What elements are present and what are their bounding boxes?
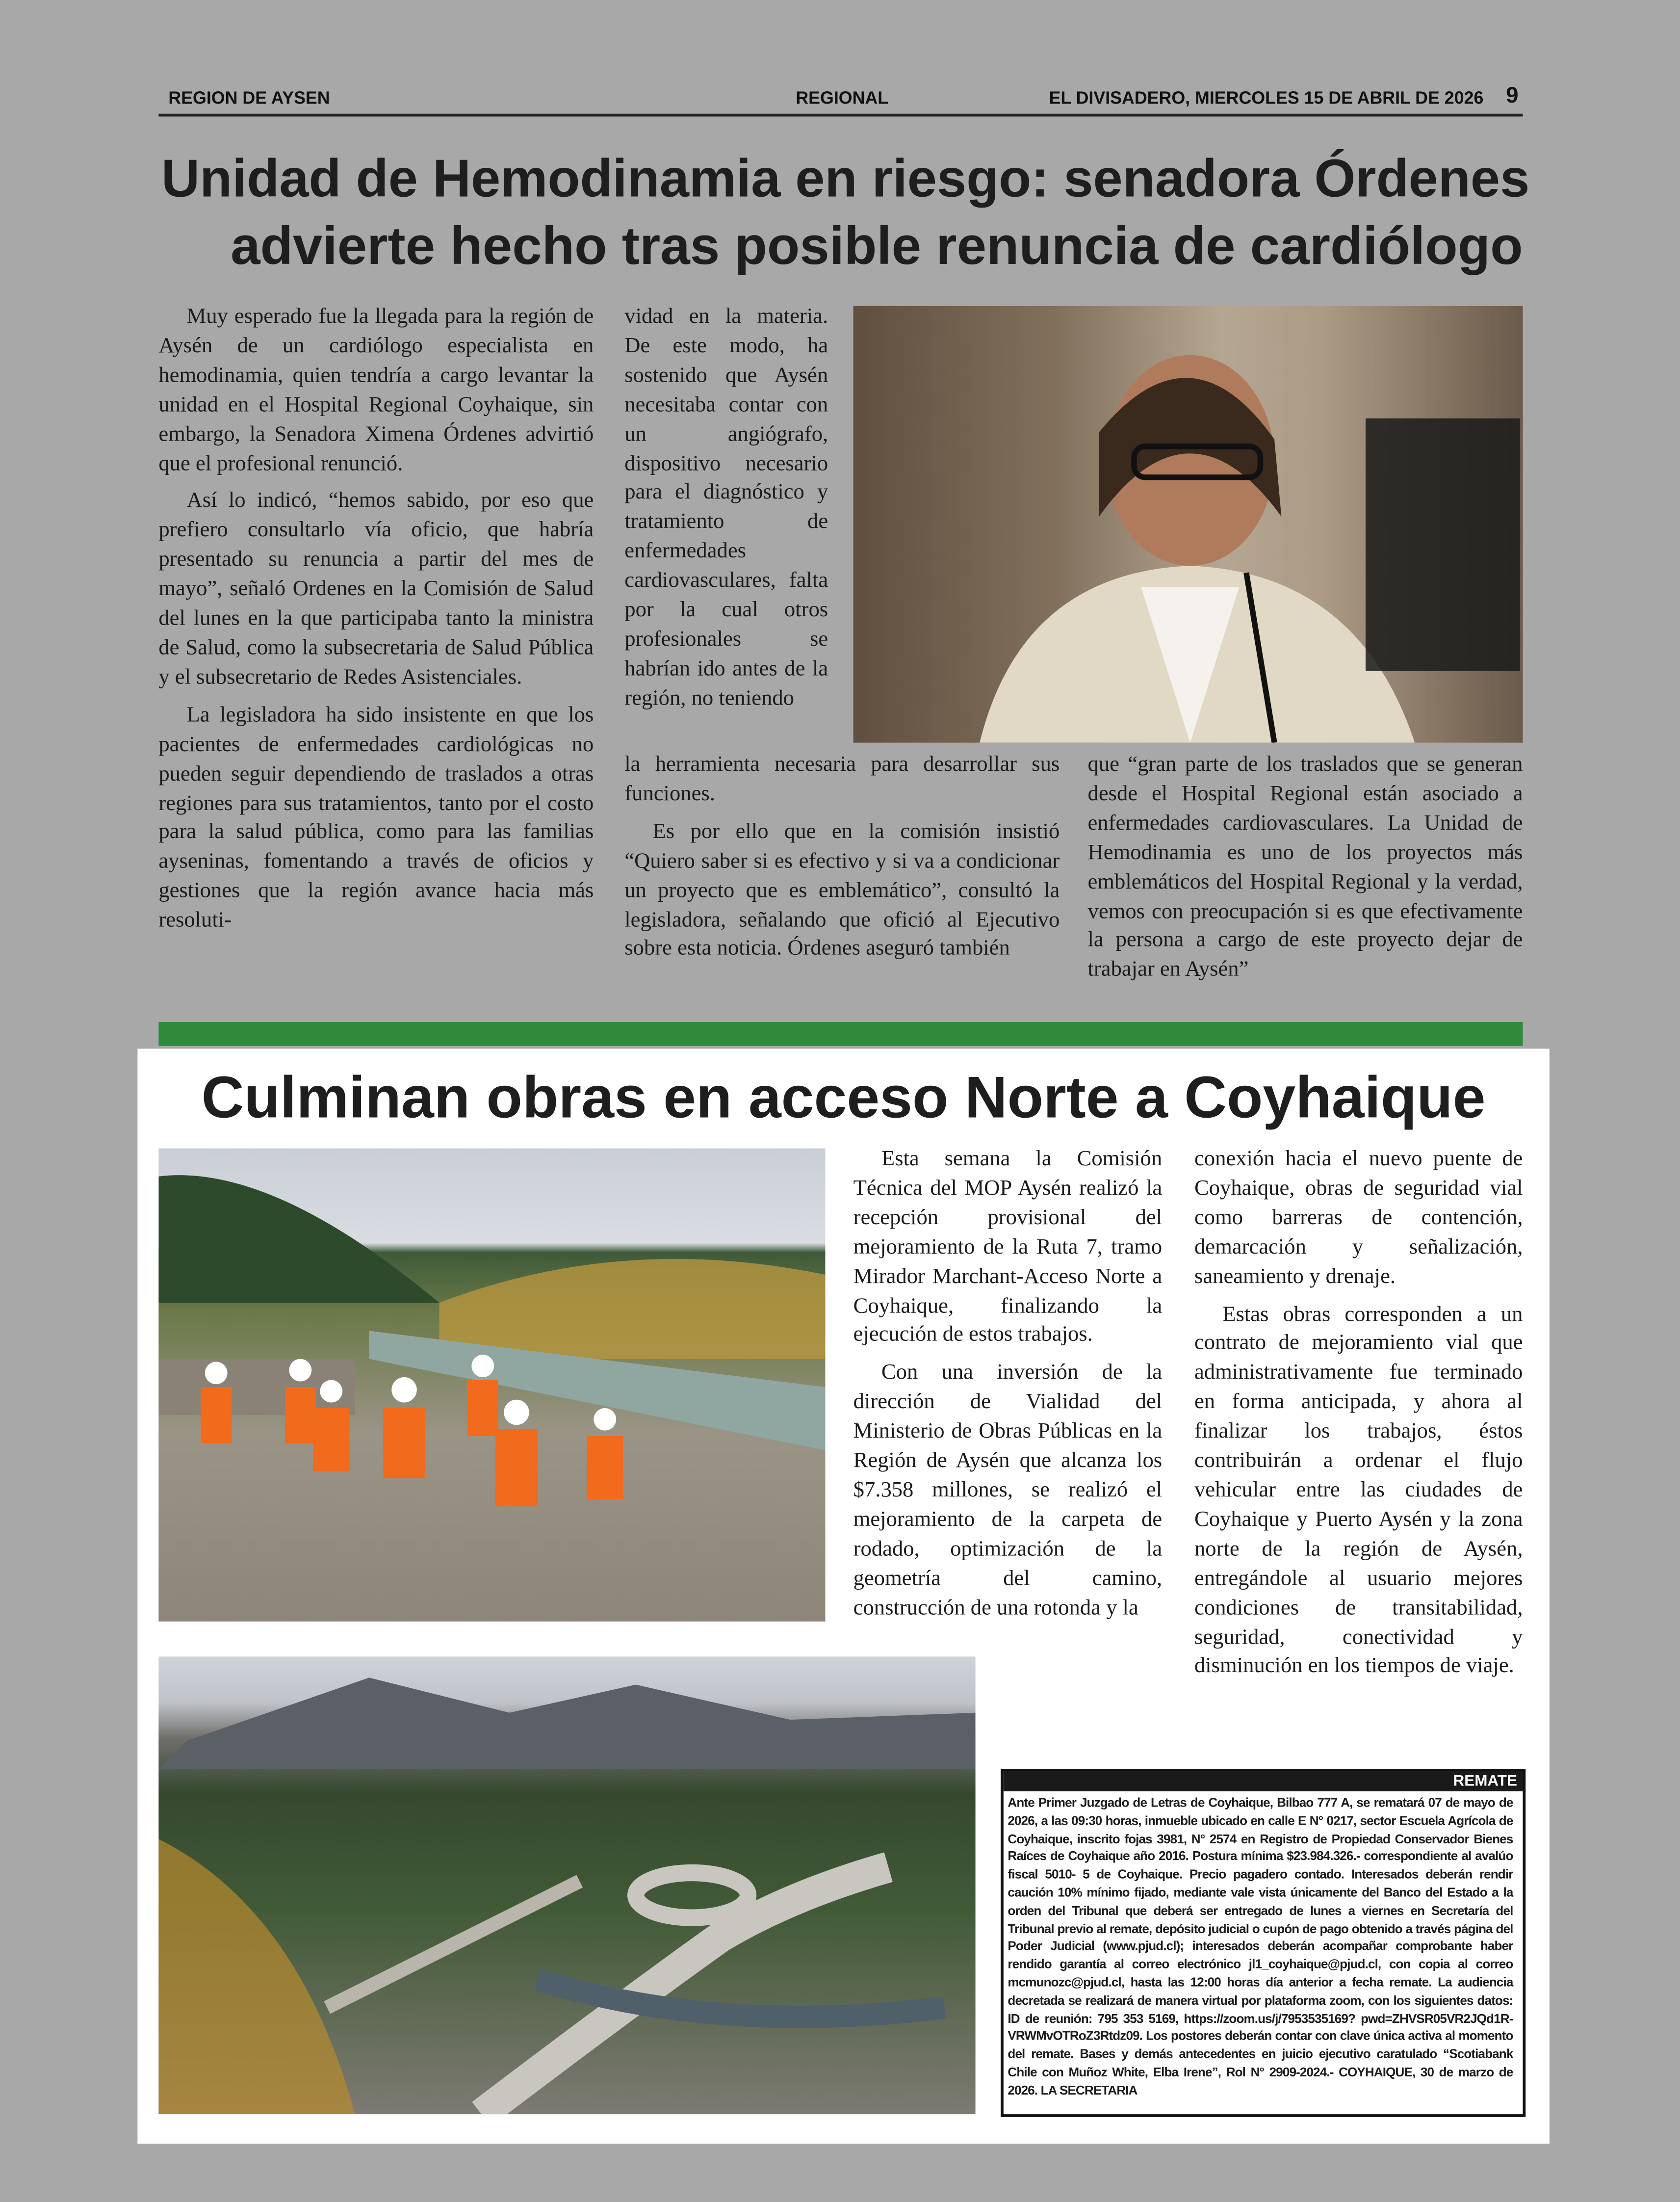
article1-column-3	[1088, 751, 1523, 986]
remate-notice	[1001, 1769, 1525, 2117]
paragraph: Es por ello que en la comisión insistió “Quiero saber si es efectivo y si va a condicionar un proyecto que es emblemático”, consultó la legisladora, señalando que ofició al Ejecutivo sobre esta noticia. Órdenes aseguró también	[624, 819, 1060, 961]
article2-column-2	[1194, 1146, 1523, 1682]
article1-column-1	[158, 303, 594, 937]
article1-column-2-bottom	[624, 751, 1060, 965]
section-left: REGION DE AYSEN	[168, 88, 330, 108]
headline-line-2: advierte hecho tras posible renuncia de cardiólogo	[231, 217, 1523, 277]
aerial-road-photo	[158, 1656, 975, 2114]
workers-photo	[158, 1149, 825, 1622]
paragraph: Así lo indicó, “hemos sabido, por eso que prefiero consultarlo vía oficio, que habría presentado su renuncia a partir del mes de mayo”, señaló Ordenes en la Comisión de Salud del lunes en la que participaba tanto la ministra de Salud, como la subsecretaria de Salud Pública y el subsecretario de Redes Asistenciales.	[158, 489, 594, 689]
remate-body: Ante Primer Juzgado de Letras de Coyhaique, Bilbao 777 A, se rematará 07 de mayo de 2026, a las 09:30 horas, inmueble ubicado en calle E N° 0217, sector Escuela Agrícola de Coyhaique, inscrito fojas 3981, N° 2574 en Registro de Propiedad Conservador Bienes Raíces de Coyhaique año 2016. Postura mínima $23.984.326.- correspondiente al avalúo fiscal 5010- 5 de Coyhaique. Precio pagadero contado. Interesados deberán rendir caución 10% mínimo fijado, mediante vale vista únicamente del Banco del Estado a la orden del Tribunal que deberá ser entregado de lunes a viernes en Secretaría del Tribunal previo al remate, depósito judicial o cupón de pago obtenido a través página del Poder Judicial (www.pjud.cl); interesados deberán acompañar comprobante haber rendido garantía al correo electrónico jl1_coyhaique@pjud.cl, con copia al correo mcmunozc@pjud.cl, hasta las 12:00 horas día anterior a fecha remate. La audiencia decretada se realizará de manera virtual por plataforma zoom, con los siguientes datos: ID de reunión: 795 353 5169, https://zoom.us/j/7953535169? pwd=ZHVSR05VR2JQd1R-VRWMvOTRoZ3Rtdz09. Los postores deberán contar con clave única activa al momento del remate. Bases y demás antecedentes en juicio ejecutivo caratulado “Scotiabank Chile con Muñoz White, Elba Irene”, Rol N° 2909-2024.- COYHAIQUE, 30 de marzo de 2026. LA SECRETARIA	[1008, 1795, 1513, 2097]
paragraph: que “gran parte de los traslados que se generan desde el Hospital Regional están asociado a enfermedades cardiovasculares. La Unidad de Hemodinamia es uno de los proyectos más emblemáticos del Hospital Regional y la verdad, vemos con preocupación si es que efectivamente la persona a cargo de este proyecto dejar de trabajar en Aysén”	[1087, 752, 1523, 982]
article1-headline	[155, 146, 1530, 281]
paragraph: conexión hacia el nuevo puente de Coyhaique, obras de seguridad vial como barreras de contención, demarcación y señalización, saneamiento y drenaje.	[1194, 1147, 1523, 1288]
article2-column-1	[853, 1146, 1162, 1624]
aerial-roundabout-image	[158, 1656, 975, 2114]
paragraph: Esta semana la Comisión Técnica del MOP Aysén realizó la recepción provisional del mejoramiento de la Ruta 7, tramo Mirador Marchant-Acceso Norte a Coyhaique, finalizando la ejecución de estos trabajos.	[853, 1147, 1163, 1347]
paragraph: Estas obras corresponden a un contrato de mejoramiento vial que administrativamente fue terminado en forma anticipada, y ahora al finalizar los trabajos, éstos contribuirán a ordenar el flujo vehicular entre las ciudades de Coyhaique y Puerto Aysén y la zona norte de la región de Aysén, entregándole al usuario mejores condiciones de transitabilidad, seguridad, conectividad y disminución en los tiempos de viaje.	[1194, 1302, 1523, 1678]
green-divider-bar	[158, 1022, 1523, 1046]
paragraph: Muy esperado fue la llegada para la región de Aysén de un cardiólogo especialista en hemodinamia, quien tendría a cargo levantar la unidad en el Hospital Regional Coyhaique, sin embargo, la Senadora Ximena Órdenes advirtió que el profesional renunció.	[158, 304, 594, 475]
workers-bridge-image	[158, 1149, 825, 1622]
paragraph: vidad en la materia. De este modo, ha sostenido que Aysén necesitaba contar con un angiógrafo, dispositivo necesario para el diagnóstico y tratamiento de enfermedades cardiovasculares, falta por la cual otros profesionales se habrían ido antes de la región, no teniendo	[624, 304, 828, 710]
section-center: REGIONAL	[796, 88, 889, 108]
senator-photo	[853, 306, 1523, 743]
paragraph: La legisladora ha sido insistente en que los pacientes de enfermedades cardiológicas no pueden seguir dependiendo de traslados a otras regiones para sus tratamientos, tanto por el costo para la salud pública, como para las familias ayseninas, fomentando a través de oficios y gestiones que la región avance hacia más resoluti-	[158, 703, 594, 933]
article2-headline-block	[137, 1058, 1549, 1137]
paragraph: la herramienta necesaria para desarrollar sus funciones.	[624, 752, 1060, 806]
publication-date: EL DIVISADERO, MIERCOLES 15 DE ABRIL DE 2026	[1049, 88, 1484, 108]
page-number: 9	[1506, 84, 1519, 108]
header-rule	[158, 114, 1523, 116]
article1-column-2-top	[624, 303, 828, 714]
article2-headline: Culminan obras en acceso Norte a Coyhaique	[201, 1064, 1486, 1130]
senator-image	[853, 306, 1523, 743]
paragraph: Con una inversión de la dirección de Vialidad del Ministerio de Obras Públicas en la Región de Aysén que alcanza los $7.358 millones, se realizó el mejoramiento de la carpeta de rodado, optimización de la geometría del camino, construcción de una rotonda y la	[853, 1361, 1163, 1620]
headline-line-1: Unidad de Hemodinamia en riesgo: senadora Órdenes	[161, 150, 1530, 210]
remate-title: REMATE	[1004, 1772, 1523, 1791]
